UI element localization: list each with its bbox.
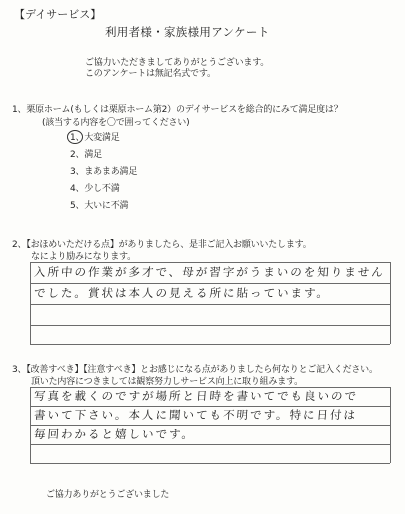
q1-option-3[interactable]: 3、まあまあ満足: [70, 167, 138, 177]
q3-question: 3、【改善すべき】【注意すべき】とお感じになる点がありましたら何なりとご記入ください。: [12, 365, 378, 375]
q1-option-4[interactable]: 4、少し不満: [70, 184, 120, 194]
q1-question: 1、栗原ホーム(もしくは栗原ホーム第2）のデイサービスを総合的にみて満足度は？: [12, 105, 343, 115]
q2-answer-line-1: 入所中の作業が多才で、母が習字がうまいのを知りません: [33, 265, 386, 279]
header-tag: 【デイサービス】: [14, 8, 102, 21]
intro-line-2: このアンケートは無記名式です。: [85, 69, 216, 79]
q3-answer-line-2: 書いて下さい。本人に聞いても不明です。特に日付は: [33, 408, 358, 422]
q3-answer-line-1: 写真を載くのですが場所と日時を書いてでも良いので: [33, 389, 359, 403]
q2-question: 2、【おほめいただける点】がありましたら、是非ご記入お願いいたします。: [12, 240, 312, 250]
q1-instruction: (該当する内容を〇で囲ってください): [42, 118, 190, 128]
q1-option-1[interactable]: 1、大変満足: [70, 133, 120, 143]
q1-option-2[interactable]: 2、満足: [70, 150, 102, 160]
q2-subtext: なにより励みになります。: [31, 252, 136, 262]
page-title: 利用者様・家族様用アンケート: [105, 25, 270, 39]
intro-line-1: ご協力いただきましてありがとうございます。: [85, 58, 270, 68]
q3-subtext: 頂いた内容につきましては観察努力しサービス向上に取り組みます。: [31, 377, 303, 387]
footer-thanks: ご協力ありがとうございました: [46, 490, 170, 500]
q3-answer-line-3: 毎回わかると嬉しいです。: [33, 427, 196, 441]
q2-answer-line-2: でした。賞状は本人の見える所に貼っています。: [33, 286, 331, 300]
q1-option-5[interactable]: 5、大いに不満: [70, 201, 129, 211]
